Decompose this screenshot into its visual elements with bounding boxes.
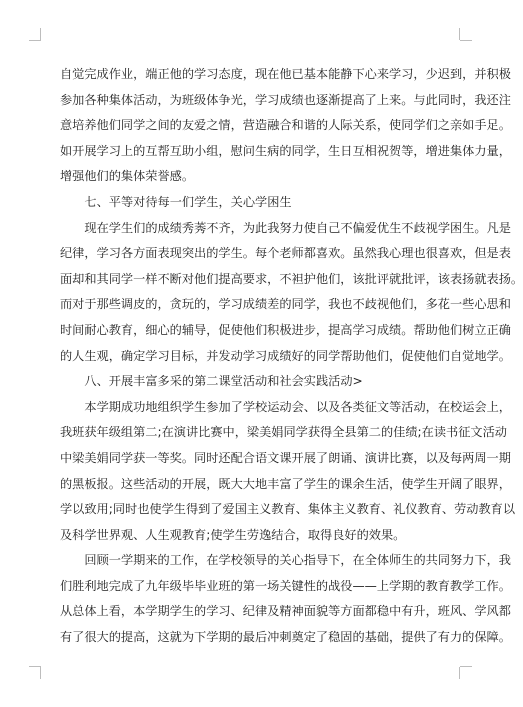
paragraph-line: 回顾一学期来的工作，在学校领导的关心指导下，在全体师生的共同努力下，我: [84, 553, 511, 568]
paragraph-line: 从总体上看，本学期学生的学习、纪律及精神面貌等方面都稳中有升，班风、学风都: [60, 604, 511, 619]
paragraph-line: 意培养他们同学之间的友爱之情，营造融合和谐的人际关系，使同学们之亲如手足。: [60, 118, 511, 133]
paragraph-line: 的人生观，确定学习目标，并发动学习成绩好的同学帮助他们，促使他们自觉地学。: [60, 348, 511, 363]
crop-mark-top-left-vertical: [40, 28, 41, 40]
paragraph-line: 面却和其同学一样不断对他们提高要求，不袒护他们，该批评就批评，该表扬就表扬。: [60, 271, 523, 286]
paragraph-line: 自觉完成作业，端正他的学习态度，现在他已基本能静下心来学习，少迟到，并积极: [60, 67, 511, 81]
paragraph-line: 的黑板报。这些活动的开展，既大大地丰富了学生的课余生活，使学生开阔了眼界，: [60, 476, 511, 491]
paragraph-line: 如开展学习上的互帮互助小组，慰问生病的同学，生日互相祝贺等，增进集体力量，: [60, 143, 511, 158]
paragraph-line: 学以致用;同时也使学生得到了爱国主义教育、集体主义教育、礼仪教育、劳动教育以: [60, 502, 516, 517]
paragraph-line: 有了很大的提高，这就为下学期的最后冲刺奠定了稳固的基础，提供了有力的保障。: [60, 630, 511, 645]
paragraph-line: 及科学世界观、人生观教育;使学生劳逸结合，取得良好的效果。: [60, 527, 406, 542]
document-body: [60, 62, 523, 651]
paragraph-line: 参加各种集体活动，为班级体争光，学习成绩也逐渐提高了上来。与此同时，我还注: [60, 92, 511, 107]
crop-mark-bottom-right-horizontal: [460, 666, 472, 667]
crop-mark-bottom-left-horizontal: [29, 666, 41, 667]
crop-mark-top-right-vertical: [459, 28, 460, 40]
crop-mark-top-right-horizontal: [460, 40, 472, 41]
paragraph-line: 我班获年级组第二;在演讲比赛中，梁美娟同学获得全县第二的佳绩;在读书征文活动: [60, 425, 507, 440]
paragraph-line: 而对于那些调皮的，贪玩的，学习成绩差的同学，我也不歧视他们，多花一些心思和: [60, 297, 511, 312]
crop-mark-top-left-horizontal: [29, 40, 41, 41]
paragraph-line: 们胜利地完成了九年级毕毕业班的第一场关键性的战役——上学期的教育教学工作。: [60, 578, 511, 593]
section-heading: 八、开展丰富多采的第二课堂活动和社会实践活动>: [84, 374, 363, 389]
paragraph-line: 中梁美娟同学获一等奖。同时还配合语文课开展了朗诵、演讲比赛，以及每两周一期: [60, 450, 511, 465]
crop-mark-bottom-left-vertical: [40, 667, 41, 679]
paragraph-line: 现在学生们的成绩秀莠不齐，为此我努力使自己不偏爱优生不歧视学困生。凡是: [84, 220, 511, 235]
section-heading: 七、平等对待每一们学生，关心学困生: [84, 194, 292, 209]
crop-mark-bottom-right-vertical: [459, 667, 460, 679]
paragraph-line: 本学期成功地组织学生参加了学校运动会、以及各类征文等活动，在校运会上，: [84, 399, 511, 414]
paragraph-line: 时间耐心教育，细心的辅导，促使他们积极进步，提高学习成绩。帮助他们树立正确: [60, 322, 511, 337]
paragraph-line: 增强他们的集体荣誉感。: [60, 169, 195, 184]
paragraph-line: 纪律，学习各方面表现突出的学生。每个老师都喜欢。虽然我心理也很喜欢，但是表: [60, 246, 511, 261]
